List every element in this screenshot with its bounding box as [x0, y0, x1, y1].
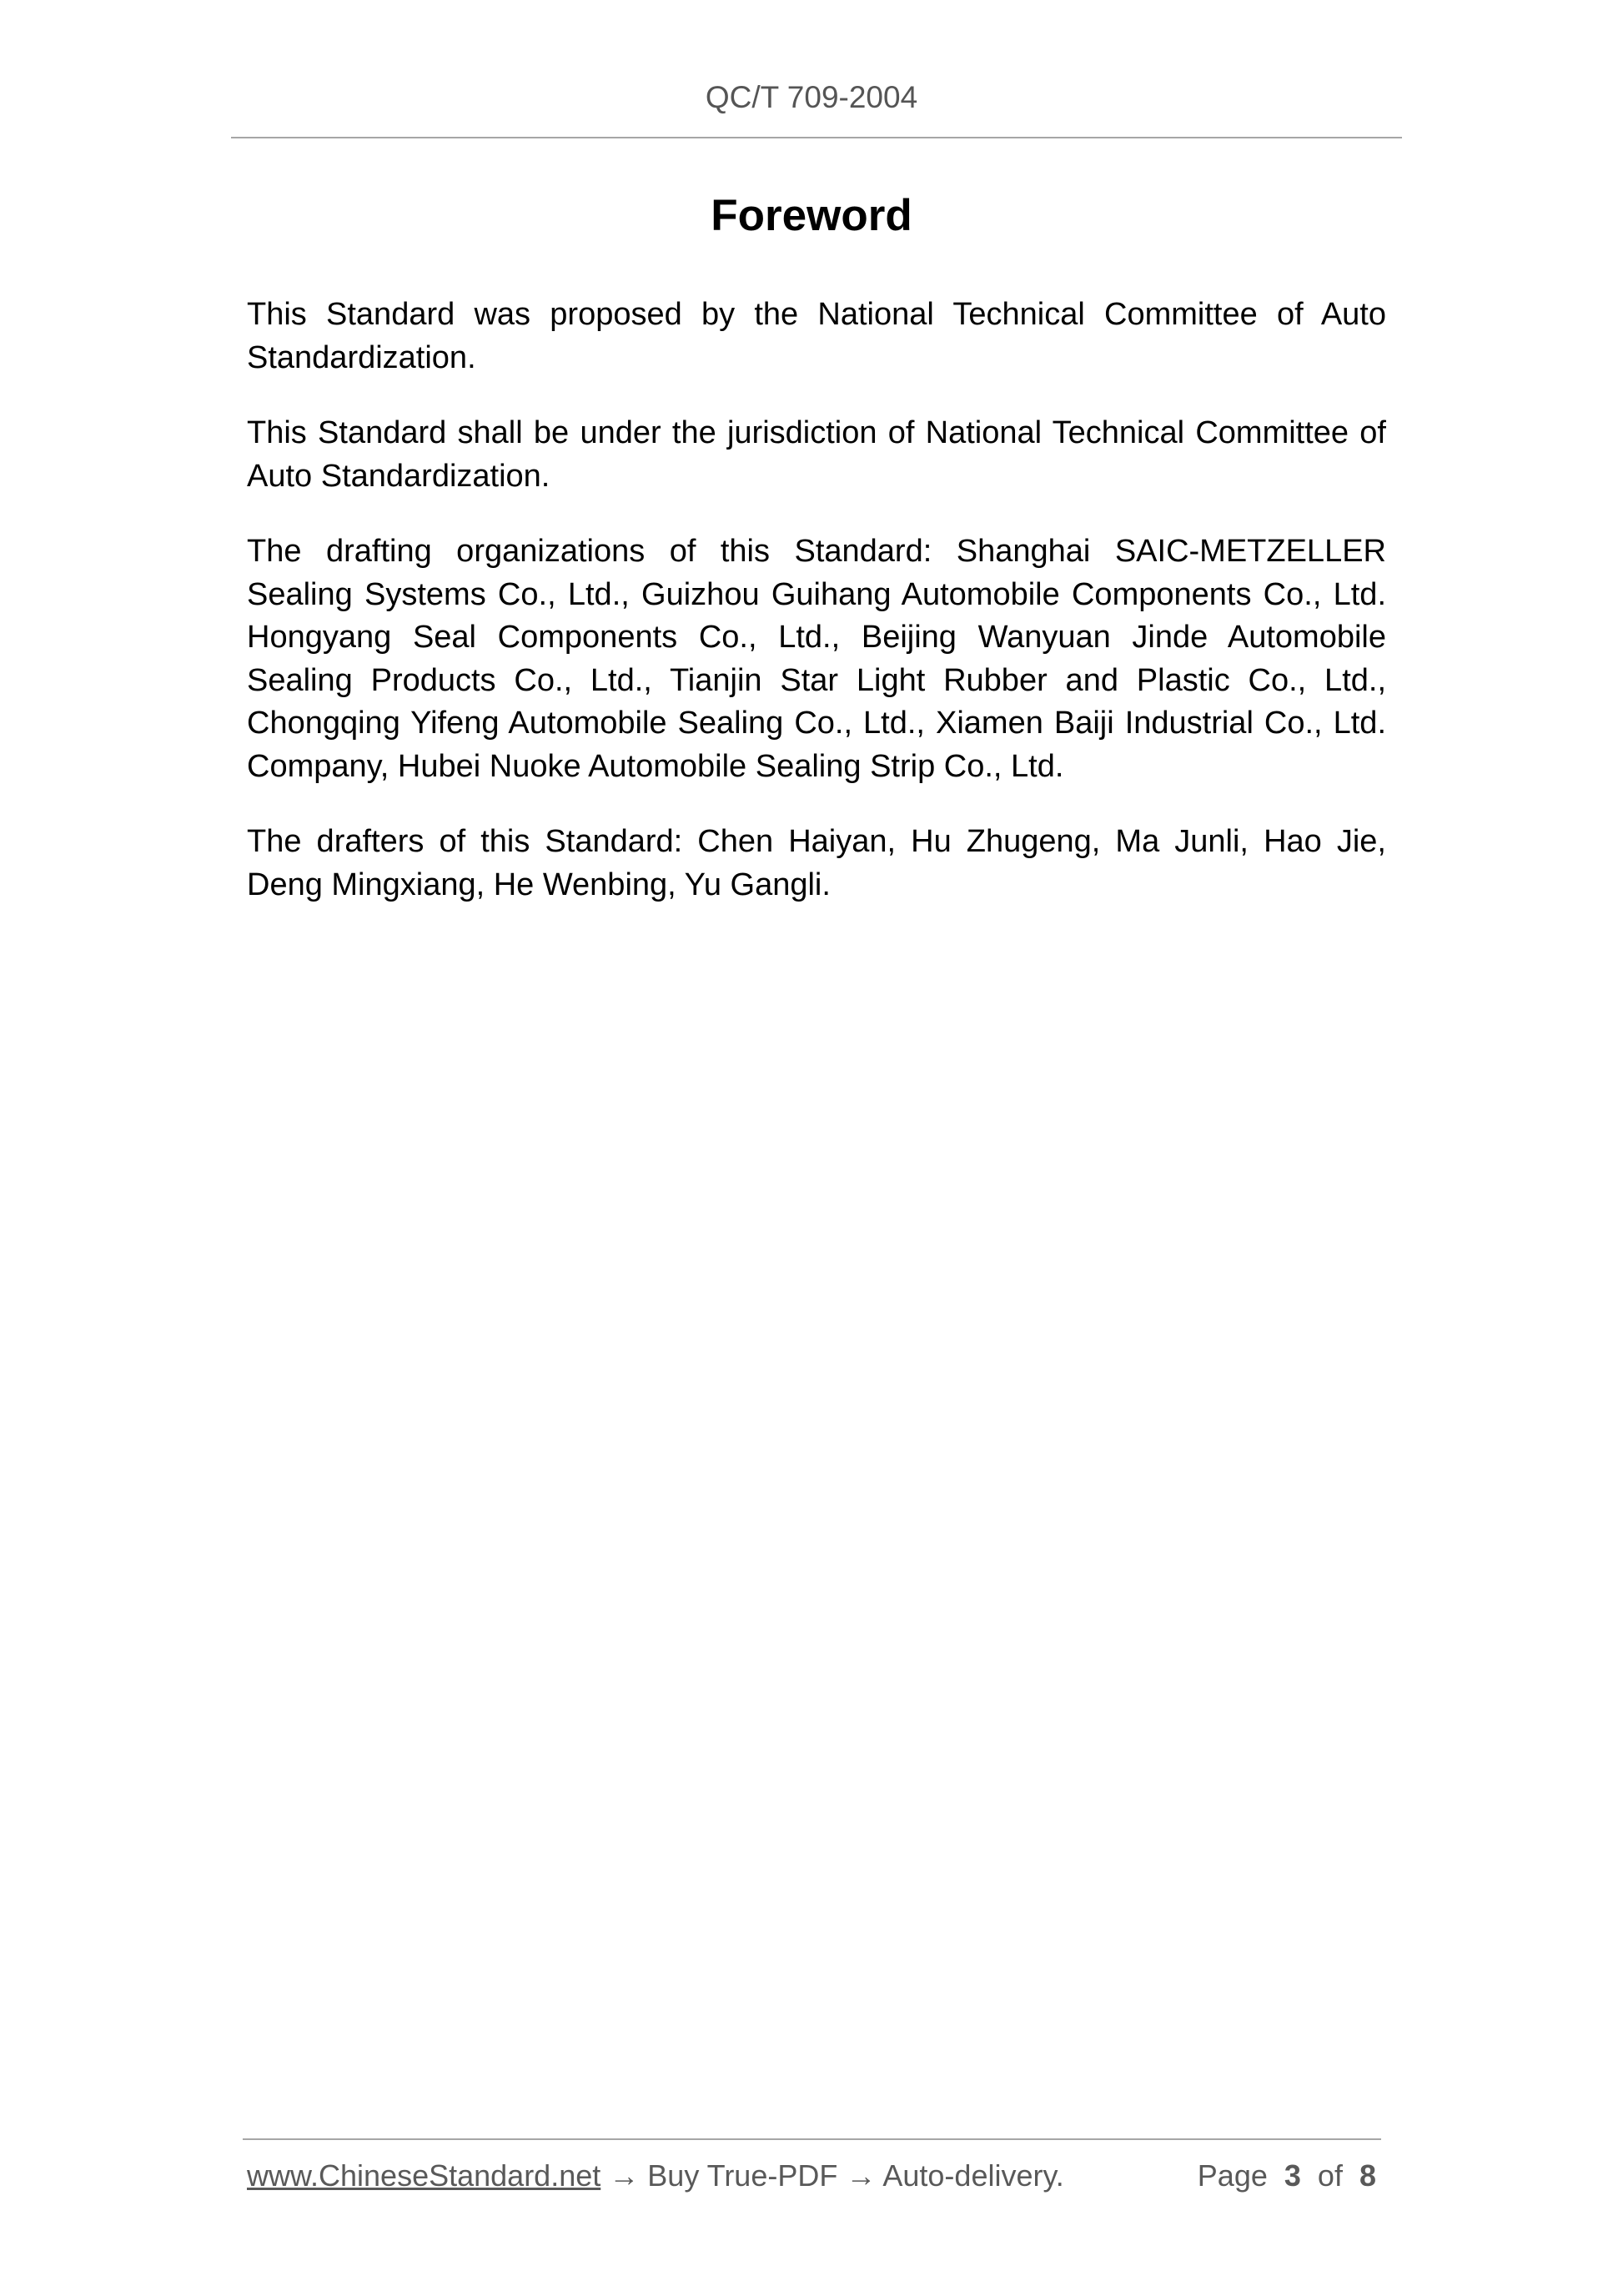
page-title: Foreword	[711, 191, 912, 240]
paragraph-jurisdiction: This Standard shall be under the jurisdiction of National Technical Committee of Auto Standardization.	[247, 415, 1386, 494]
footer-divider	[243, 2138, 1381, 2140]
page-current: 3	[1284, 2158, 1301, 2193]
paragraph-drafting-organizations: The drafting organizations of this Standard: Shanghai SAIC-METZELLER Sealing Systems Co., Ltd., Guizhou Guihang Automobile Components Co., Ltd. Hongyang Seal Components Co., Ltd., Beijing Wanyuan Jinde Automobile Sealing Products Co., Ltd., Tianjin Star Light Rubber and Plastic Co., Ltd., Chongqing Yifeng Automobile Sealing Co., Ltd., Xiamen Baiji Industrial Co., Ltd. Company, Hubei Nuoke Automobile Sealing Strip Co., Ltd.	[247, 534, 1386, 784]
page-header-code: QC/T 709-2004	[705, 80, 918, 114]
arrow-right-icon: →	[609, 2158, 640, 2193]
footer-delivery-text: Auto-delivery.	[882, 2158, 1064, 2193]
page-indicator	[1198, 2158, 1376, 2193]
paragraph-proposed-by: This Standard was proposed by the National Technical Committee of Auto Standardization.	[247, 297, 1386, 375]
page-total: 8	[1359, 2158, 1376, 2193]
footer-left	[247, 2158, 1064, 2193]
footer-buy-text: Buy True-PDF	[647, 2158, 838, 2193]
paragraph-drafters: The drafters of this Standard: Chen Haiyan, Hu Zhugeng, Ma Junli, Hao Jie, Deng Mingxiang, He Wenbing, Yu Gangli.	[247, 824, 1386, 902]
arrow-right-icon: →	[846, 2158, 877, 2193]
foreword-body	[247, 294, 1386, 939]
page-label: Page	[1197, 2158, 1268, 2193]
footer-site-link[interactable]: www.ChineseStandard.net	[247, 2158, 601, 2193]
header-divider	[231, 137, 1402, 138]
page-of-label: of	[1317, 2158, 1343, 2193]
